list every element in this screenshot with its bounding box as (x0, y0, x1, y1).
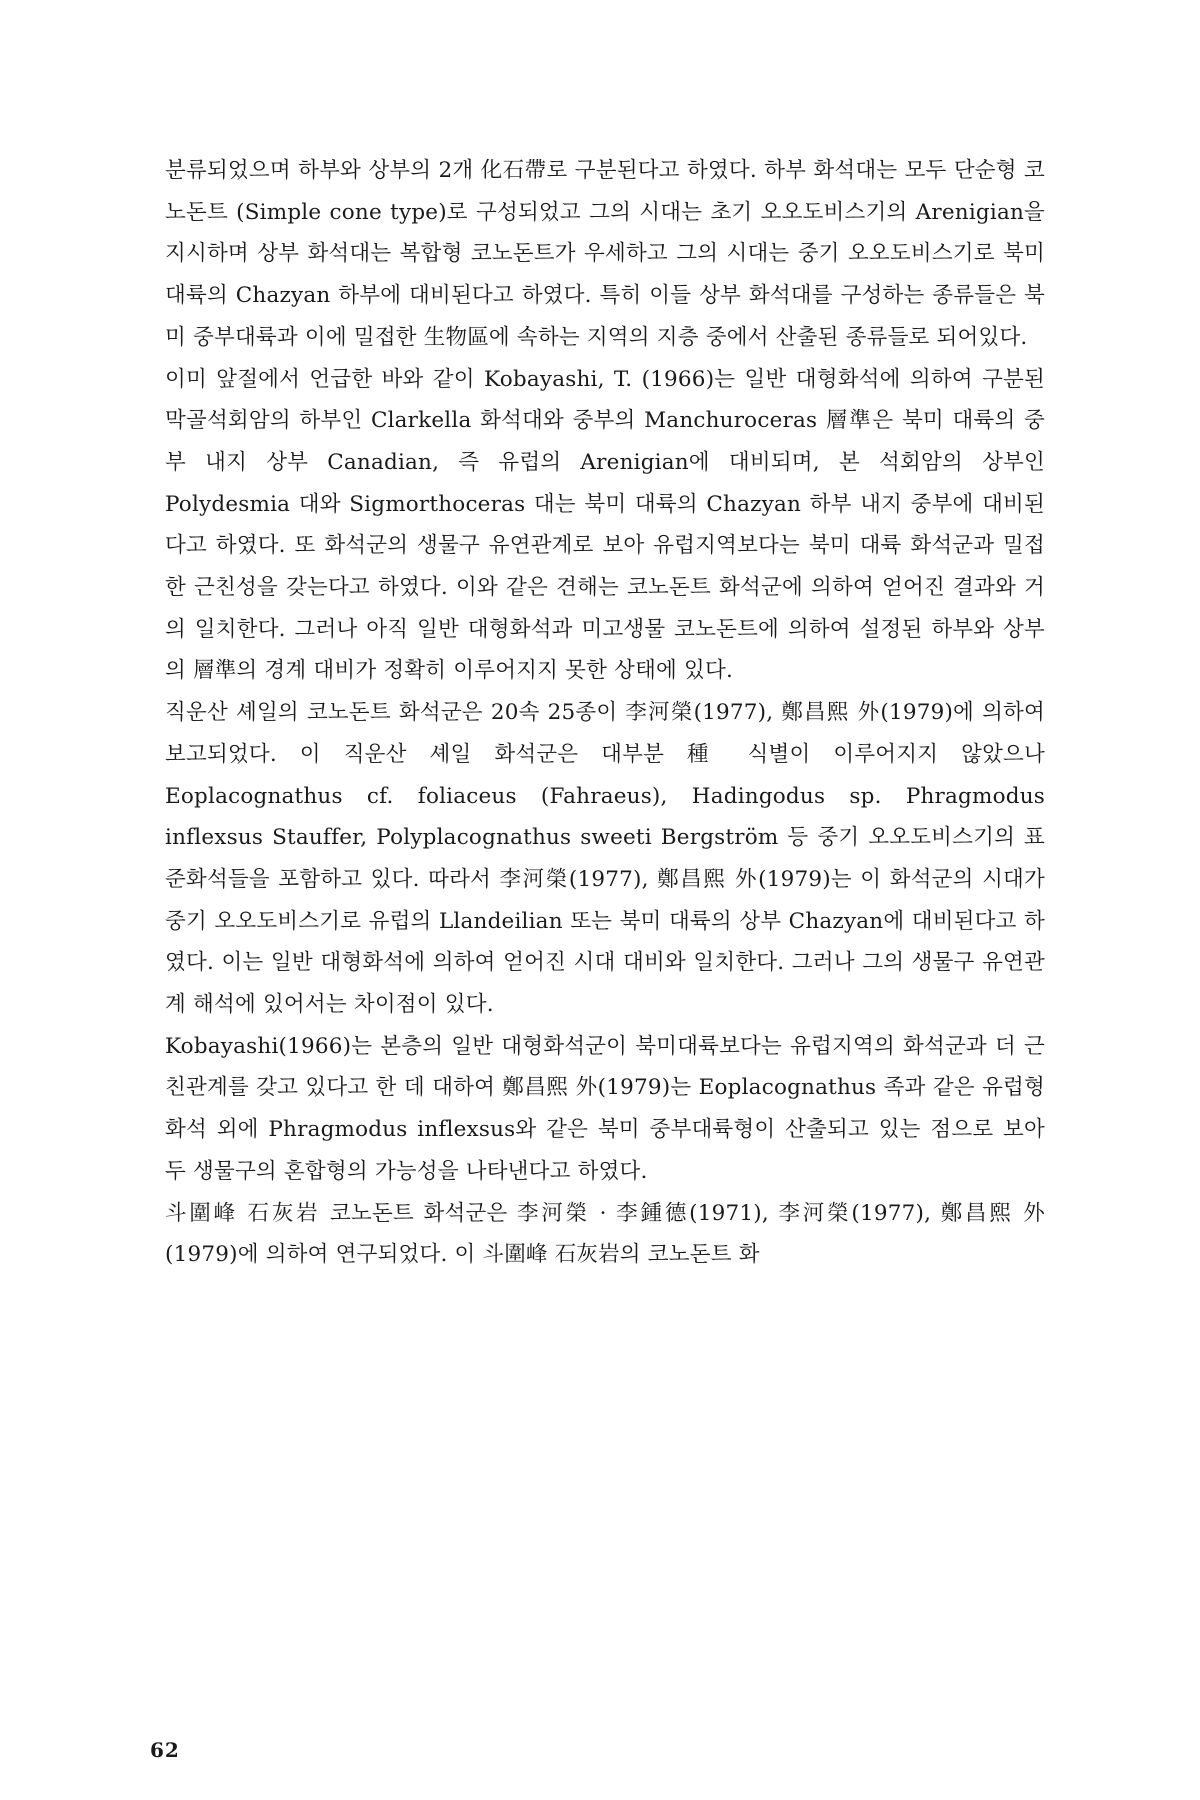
paragraph-4: Kobayashi(1966)는 본층의 일반 대형화석군이 북미대륙보다는 유럽지역의 화석군과 더 근친관계를 갖고 있다고 한 데 대하여 鄭昌熙 外(1979)는 Eoplacognathus 족과 같은 유럽형 화석 외에 Phragmodus inflexsus와 같은 북미 중부대륙형이 산출되고 있는 점으로 보아 두 생물구의 혼합형의 가능성을 나타낸다고 하였다. (165, 1033, 1045, 1184)
paragraph-1: 분류되었으며 하부와 상부의 2개 化石帶로 구분된다고 하였다. 하부 화석대는 모두 단순형 코노돈트 (Simple cone type)로 구성되었고 그의 시대는 초기 오오도비스기의 Arenigian을 지시하며 상부 화석대는 복합형 코노돈트가 우세하고 그의 시대는 중기 오오도비스기로 북미 대륙의 Chazyan 하부에 대비된다고 하였다. 특히 이들 상부 화석대를 구성하는 종류들은 북미 중부대륙과 이에 밀접한 生物區에 속하는 지역의 지층 중에서 산출된 종류들로 되어있다. (165, 158, 1045, 350)
paragraph-2: 이미 앞절에서 언급한 바와 같이 Kobayashi, T. (1966)는 일반 대형화석에 의하여 구분된 막골석회암의 하부인 Clarkella 화석대와 중부의 Manchuroceras 層準은 북미 대륙의 중부 내지 상부 Canadian, 즉 유럽의 Arenigian에 대비되며, 본 석회암의 상부인 Polydesmia 대와 Sigmorthoceras 대는 북미 대륙의 Chazyan 하부 내지 중부에 대비된다고 하였다. 또 화석군의 생물구 유연관계로 보아 유럽지역보다는 북미 대륙 화석군과 밀접한 근친성을 갖는다고 하였다. 이와 같은 견해는 코노돈트 화석군에 의하여 얻어진 결과와 거의 일치한다. 그러나 아직 일반 대형화석과 미고생물 코노돈트에 의하여 설정된 하부와 상부의 層準의 경계 대비가 정확히 이루어지지 못한 상태에 있다. (165, 366, 1045, 684)
page-number: 62 (150, 1738, 180, 1762)
paragraph-5: 斗圍峰 石灰岩 코노돈트 화석군은 李河榮 · 李鍾德(1971), 李河榮(1977), 鄭昌熙 外(1979)에 의하여 연구되었다. 이 斗圍峰 石灰岩의 코노돈트 화 (165, 1200, 1045, 1268)
body-text (165, 150, 1045, 1276)
paragraph-3: 직운산 셰일의 코노돈트 화석군은 20속 25종이 李河榮(1977), 鄭昌熙 外(1979)에 의하여 보고되었다. 이 직운산 셰일 화석군은 대부분 種 식별이 이루어지지 않았으나 Eoplacognathus cf. foliaceus (Fahraeus), Hadingodus sp. Phragmodus inflexsus Stauffer, Polyplacognathus sweeti Bergström 등 중기 오오도비스기의 표준화석들을 포함하고 있다. 따라서 李河榮(1977), 鄭昌熙 外(1979)는 이 화석군의 시대가 중기 오오도비스기로 유럽의 Llandeilian 또는 북미 대륙의 상부 Chazyan에 대비된다고 하였다. 이는 일반 대형화석에 의하여 얻어진 시대 대비와 일치한다. 그러나 그의 생물구 유연관계 해석에 있어서는 차이점이 있다. (165, 700, 1045, 1018)
